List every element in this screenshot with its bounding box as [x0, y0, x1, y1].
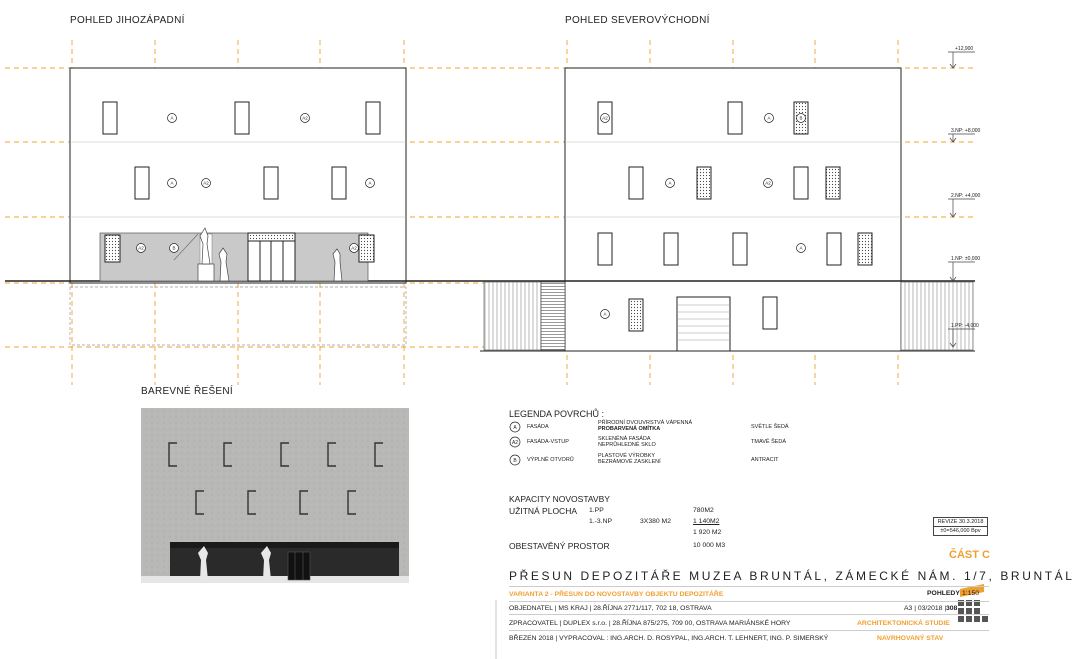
legend-title: LEGENDA POVRCHŮ :	[509, 409, 605, 419]
np-value: 1 140M2	[693, 518, 720, 525]
sheet-number: 308	[946, 605, 958, 612]
tag-a: A	[170, 115, 174, 121]
revision-line-2: ±0=546,000 Bpv	[934, 526, 987, 535]
level-label: +12,900	[955, 46, 974, 52]
tag-a: A	[799, 245, 803, 251]
legend-name: FASÁDA-VSTUP	[527, 439, 569, 445]
total-area: 1 920 M2	[693, 529, 722, 536]
part-label: ČÁST C	[949, 549, 990, 561]
southwest-view-title: POHLED JIHOZÁPADNÍ	[70, 15, 185, 26]
legend-color: SVĚTLE ŠEDÁ	[751, 424, 789, 430]
tag-a2: A2	[138, 245, 144, 251]
level-label: 3.NP: +8,000	[951, 128, 981, 134]
orderer-text: OBJEDNATEL | MS KRAJ | 28.ŘÍJNA 2771/117, 702 18, OSTRAVA	[509, 605, 712, 612]
northeast-view-title: POHLED SEVEROVÝCHODNÍ	[565, 15, 710, 26]
studio-line-2: NAVRHOVANÝ STAV	[877, 635, 944, 642]
legend-material: PLASTOVÉ VÝROBKY	[598, 453, 656, 459]
legend-color: TMAVĚ ŠEDÁ	[751, 439, 787, 445]
tag-a2: A2	[602, 115, 608, 121]
legend-material: SKLENĚNÁ FASÁDA	[598, 436, 651, 442]
level-label: 1.PP: -4,000	[951, 323, 979, 329]
tag-a: A	[603, 311, 607, 317]
date-authors-text: BŘEZEN 2018 | VYPRACOVAL : ING.ARCH. D. ROSYPAL, ING.ARCH. T. LEHNERT, ING. P. SIMERSKÝ	[509, 635, 829, 642]
color-render	[141, 408, 409, 583]
revision-line-1: REVIZE 30.3.2018	[937, 519, 984, 525]
legend-tag: A	[513, 424, 517, 431]
legend-material-2: PROBARVENÁ OMÍTKA	[598, 426, 661, 432]
pp-label: 1.PP	[589, 507, 604, 514]
sheet-meta: A3 | 03/2018 |	[904, 605, 947, 612]
processor-text: ZPRACOVATEL | DUPLEX s.r.o. | 28.ŘÍJNA 875/275, 709 00, OSTRAVA MARIÁNSKÉ HORY	[509, 620, 791, 627]
southwest-elevation	[5, 68, 480, 345]
sheet-scale: 1:150	[962, 590, 980, 597]
tag-a2: A2	[351, 245, 357, 251]
legend-name: FASÁDA	[527, 424, 549, 430]
legend-color: ANTRACIT	[751, 457, 779, 463]
revision-box	[933, 517, 988, 536]
legend-material: PŘÍRODNÍ DVOUVRSTVÁ VÁPENNÁ	[598, 420, 693, 426]
tag-a: A	[368, 180, 372, 186]
capacity-title: KAPACITY NOVOSTAVBY	[509, 494, 610, 504]
studio-line-1: ARCHITEKTONICKÁ STUDIE	[857, 620, 950, 627]
built-volume-value: 10 000 M3	[693, 542, 726, 549]
tag-a2: A2	[302, 115, 308, 121]
tag-b: B	[172, 245, 176, 251]
tag-a: A	[767, 115, 771, 121]
legend-tag: B	[513, 457, 517, 464]
sheet-name: POHLEDY	[927, 590, 960, 597]
legend-material-2: NEPRŮHLEDNÉ SKLO	[598, 442, 656, 448]
built-volume-label: OBESTAVĚNÝ PROSTOR	[509, 541, 610, 551]
main-title: PŘESUN DEPOZITÁŘE MUZEA BRUNTÁL, ZÁMECKÉ NÁM. 1/7, BRUNTÁL	[509, 569, 1075, 583]
legend-tag: A2	[511, 439, 519, 446]
legend-name: VÝPLNĚ OTVORŮ	[527, 457, 574, 463]
northeast-elevation	[480, 68, 975, 351]
np-calc: 3X380 M2	[640, 518, 671, 525]
tag-a: A	[668, 180, 672, 186]
tag-b: B	[799, 115, 803, 121]
level-label: 1.NP: ±0,000	[951, 256, 981, 262]
usable-area-label: UŽITNÁ PLOCHA	[509, 506, 578, 516]
color-view-title: BAREVNÉ ŘEŠENÍ	[141, 386, 234, 397]
np-label: 1.-3.NP	[589, 518, 613, 525]
legend-material-2: BEZRÁMOVÉ ZASKLENÍ	[598, 459, 661, 465]
pp-value: 780M2	[693, 507, 714, 514]
tag-a: A	[170, 180, 174, 186]
level-label: 2.NP: +4,000	[951, 193, 981, 199]
tag-a2: A2	[203, 180, 209, 186]
variant-text: VARIANTA 2 - PŘESUN DO NOVOSTAVBY OBJEKTU DEPOZITÁŘE	[509, 591, 724, 598]
tag-a2: A2	[765, 180, 771, 186]
